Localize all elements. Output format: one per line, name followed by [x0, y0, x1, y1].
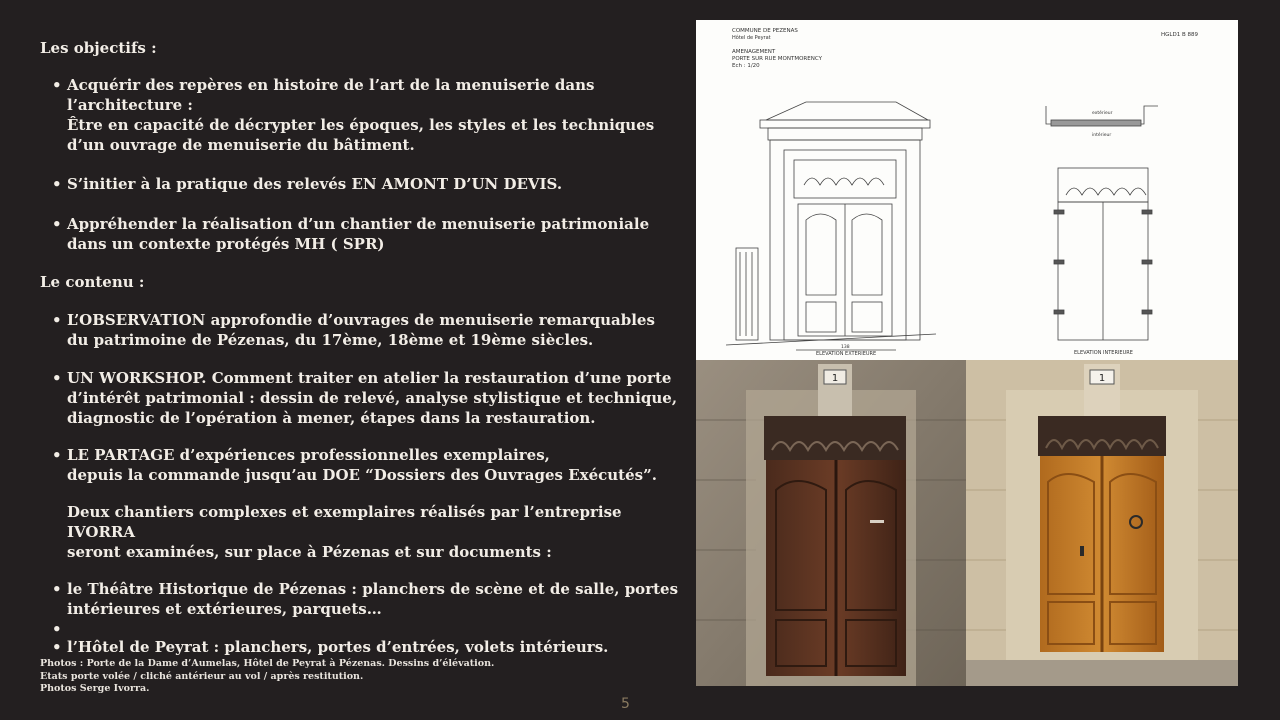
- text-line: l’Hôtel de Peyrat : planchers, portes d’entrées, volets intérieurs.: [67, 638, 609, 656]
- door-photo-before: [696, 360, 966, 686]
- drawing-title: COMMUNE DE PEZENAS: [732, 28, 798, 34]
- text-line: le Théâtre Historique de Pézenas : planchers de scène et de salle, portes: [67, 580, 679, 598]
- text-line: seront examinées, sur place à Pézenas et sur documents :: [67, 543, 552, 561]
- text-line: UN WORKSHOP. Comment traiter en atelier la restauration d’une porte: [67, 369, 672, 387]
- text-line: d’un ouvrage de menuiserie du bâtiment.: [67, 136, 415, 154]
- house-number: 1: [831, 373, 839, 384]
- drawing-subtitle: AMENAGEMENT: [732, 49, 776, 55]
- objectives-heading: Les objectifs :: [40, 39, 157, 57]
- text-line: Appréhender la réalisation d’un chantier de menuiserie patrimoniale: [67, 215, 650, 233]
- content-item: [40, 637, 680, 657]
- objective-item: [40, 214, 680, 254]
- content-list: [40, 310, 680, 657]
- text-column: [40, 38, 680, 657]
- text-line: Être en capacité de décrypter les époques, les styles et les techniques: [67, 116, 655, 134]
- section-plan: [1046, 106, 1158, 126]
- interior-elevation: [1054, 168, 1152, 340]
- text-line: Acquérir des repères en histoire de l’art de la menuiserie dans l’architecture :: [67, 76, 595, 114]
- label-exterior: ELEVATION EXTERIEURE: [816, 351, 877, 357]
- drawing-subtitle: Ech : 1/20: [732, 63, 760, 69]
- content-item: [40, 368, 680, 428]
- text-line: L’OBSERVATION approfondie d’ouvrages de menuiserie remarquables: [67, 311, 655, 329]
- objective-item: [40, 75, 680, 155]
- text-line: intérieures et extérieures, parquets…: [67, 600, 382, 618]
- drawing-ref: HGLD1 B 889: [1161, 32, 1198, 38]
- house-number: 1: [1098, 373, 1106, 384]
- content-item: [40, 445, 680, 485]
- text-line: LE PARTAGE d’expériences professionnelles exemplaires,: [67, 446, 550, 464]
- photo-caption: [40, 658, 494, 696]
- text-line: du patrimoine de Pézenas, du 17ème, 18ème et 19ème siècles.: [67, 331, 594, 349]
- content-paragraph: [40, 502, 680, 562]
- objectives-list: [40, 75, 680, 254]
- drawing-title: Hôtel de Peyrat: [732, 35, 771, 41]
- content-item: [40, 310, 680, 350]
- section-label-top: extérieur: [1092, 111, 1113, 116]
- text-line: Deux chantiers complexes et exemplaires réalisés par l’entreprise IVORRA: [67, 503, 622, 541]
- door-photo-after: [966, 360, 1238, 686]
- caption-line: Photos Serge Ivorra.: [40, 683, 150, 694]
- text-line: d’intérêt patrimonial : dessin de relevé, analyse stylistique et technique,: [67, 389, 678, 407]
- text-line: S’initier à la pratique des relevés EN AMONT D’UN DEVIS.: [67, 175, 563, 193]
- elevation-drawing: [696, 20, 1238, 360]
- exterior-elevation: [726, 102, 936, 350]
- content-item-empty: [40, 619, 680, 637]
- text-line: diagnostic de l’opération à mener, étapes dans la restauration.: [67, 409, 596, 427]
- dimension-label: 138: [841, 345, 850, 350]
- label-interior: ELEVATION INTERIEURE: [1074, 350, 1133, 356]
- text-line: depuis la commande jusqu’au DOE “Dossiers des Ouvrages Exécutés”.: [67, 466, 657, 484]
- text-line: dans un contexte protégés MH ( SPR): [67, 235, 385, 253]
- section-label-bottom: intérieur: [1092, 133, 1112, 138]
- content-heading: Le contenu :: [40, 273, 145, 291]
- drawing-subtitle: PORTE SUR RUE MONTMORENCY: [732, 56, 822, 62]
- objective-item: [40, 174, 680, 194]
- page-number: 5: [621, 696, 630, 712]
- caption-line: Photos : Porte de la Dame d’Aumelas, Hôtel de Peyrat à Pézenas. Dessins d’élévation.: [40, 658, 495, 669]
- content-item: [40, 579, 680, 619]
- caption-line: Etats porte volée / cliché antérieur au vol / après restitution.: [40, 670, 364, 682]
